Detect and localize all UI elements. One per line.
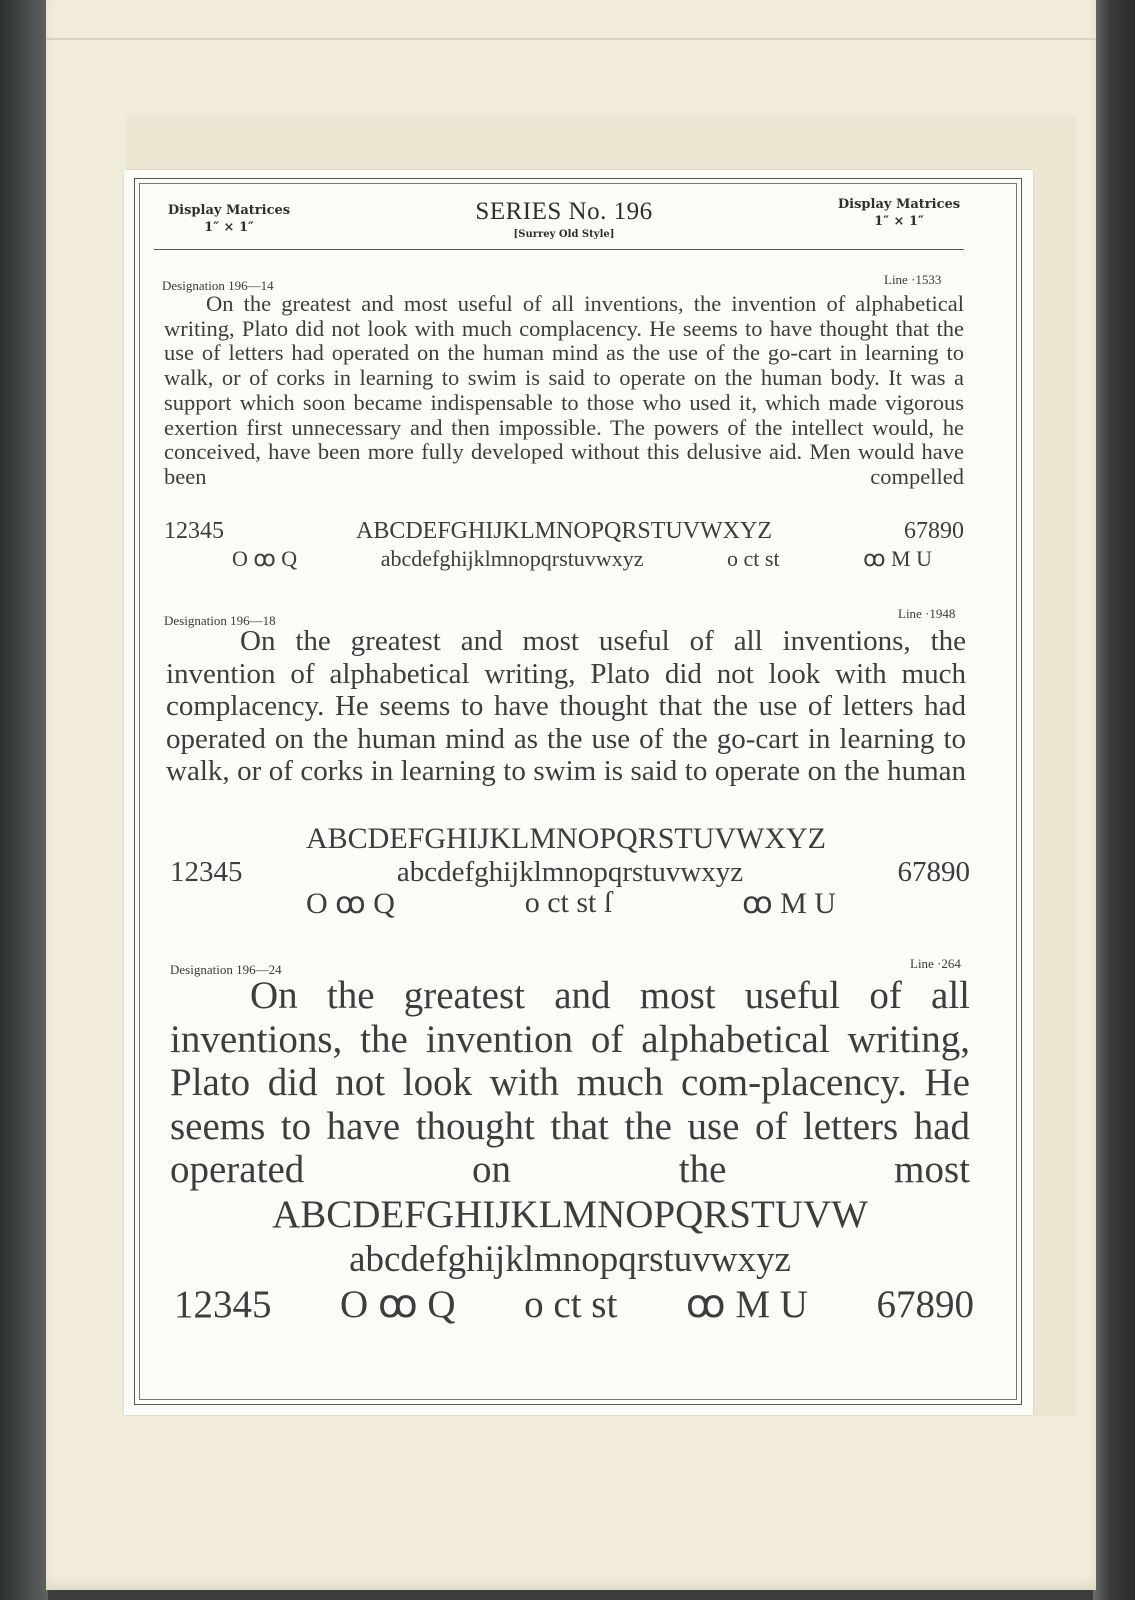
uppercase-alphabet: ABCDEFGHIJKLMNOPQRSTUVW: [272, 1193, 868, 1236]
specimen-char-row: [170, 856, 970, 889]
specimen-paragraph: On the greatest and most useful of all inventions, the invention of alphabetical writing, Plato did not look with much complacency. He seems to have thought that the use of letters had operated on the human mind as the use of the go-cart in learning to walk, or of corks in learning to swim is said to operate on the human body. It was a support which soon became indispensable to those who used it, which made vigorous exertion first unnecessary and then impossible. The powers of the intellect would, he conceived, have been more fully developed without this delusive aid. Men would have been compelled: [164, 291, 964, 489]
specimen-char-row: [170, 1238, 970, 1281]
series-subtitle: [Surrey Old Style]: [513, 229, 615, 240]
ligatures: o ct st: [727, 546, 780, 571]
designation-label: Designation 196—18: [164, 613, 276, 628]
special-characters: O ꝏ Q: [306, 887, 395, 920]
header-left-title: Display Matrices: [167, 203, 291, 218]
designation-label: Designation 196—14: [162, 278, 274, 293]
special-characters: ꝏ M U: [685, 1283, 808, 1326]
header-right-size: 1″ × 1″: [874, 214, 924, 229]
specimen-char-row: [170, 1192, 970, 1237]
lowercase-alphabet: abcdefghijklmnopqrstuvwxyz: [396, 856, 744, 888]
special-characters: ꝏ M U: [742, 887, 836, 920]
numerals-right: 67890: [897, 856, 970, 888]
specimen-sheet: [124, 170, 1033, 1415]
special-characters: ꝏ M U: [863, 546, 932, 571]
line-label: Line ·264: [910, 956, 961, 971]
ligatures: o ct st ſ: [524, 886, 613, 919]
series-title: SERIES No. 196: [475, 198, 653, 225]
header-right-title: Display Matrices: [837, 197, 961, 212]
specimen-paragraph: On the greatest and most useful of all inventions, the invention of alphabetical writing, Plato did not look with much complacency. He seems to have thought that the use of letters had operated on the human mind as the use of the go-cart in learning to walk, or of corks in learning to swim is said to operate on the human: [166, 625, 966, 787]
book-binding-left: [0, 0, 48, 1600]
header-right: [824, 196, 974, 230]
header-left-size: 1″ × 1″: [204, 220, 254, 235]
ligatures: o ct st: [524, 1283, 618, 1326]
specimen-paragraph: On the greatest and most useful of all inventions, the invention of alphabetical writing, Plato did not look with much com-placency. He seems to have thought that the use of letters had operated on the most: [170, 974, 970, 1191]
special-characters: O ꝏ Q: [232, 546, 298, 571]
specimen-char-row: [174, 1282, 974, 1327]
header-left: [154, 202, 304, 236]
specimen-char-row: [232, 546, 932, 572]
header-center: [424, 198, 704, 240]
numerals-left: 12345: [174, 1283, 272, 1326]
specimen-char-row: [166, 822, 966, 856]
page-crease: [46, 38, 1096, 40]
uppercase-alphabet: ABCDEFGHIJKLMNOPQRSTUVWXYZ: [305, 822, 827, 855]
line-label: Line ·1948: [898, 606, 956, 621]
numerals-left: 12345: [170, 856, 243, 888]
specimen-char-row: [306, 886, 836, 921]
numerals-left: 12345: [164, 518, 224, 544]
special-characters: O ꝏ Q: [340, 1283, 456, 1326]
numerals-right: 67890: [903, 518, 964, 544]
specimen-char-row: [164, 518, 964, 545]
designation-label: Designation 196—24: [170, 962, 282, 977]
lowercase-alphabet: abcdefghijklmnopqrstuvwxyz: [349, 1239, 791, 1280]
header-rule: [154, 249, 964, 250]
lowercase-alphabet: abcdefghijklmnopqrstuvwxyz: [380, 546, 644, 571]
book-binding-right: [1093, 0, 1135, 1600]
line-label: Line ·1533: [884, 272, 942, 287]
uppercase-alphabet: ABCDEFGHIJKLMNOPQRSTUVWXYZ: [355, 518, 772, 544]
numerals-right: 67890: [876, 1283, 974, 1326]
